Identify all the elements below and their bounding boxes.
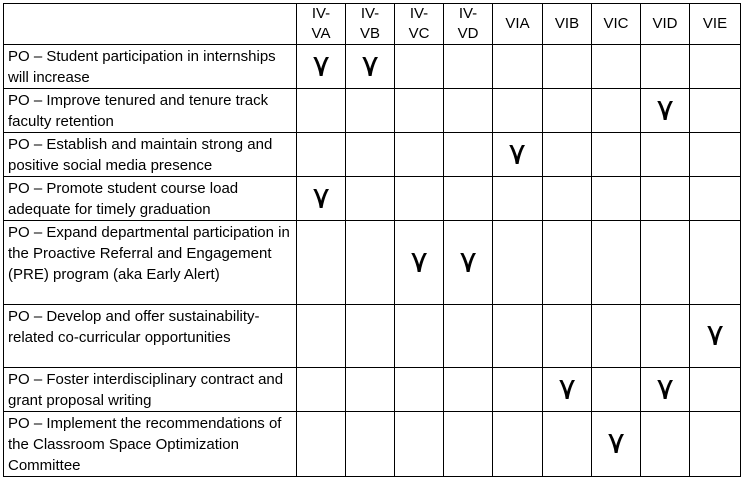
column-header: IV- VA	[297, 4, 346, 45]
matrix-cell	[543, 133, 592, 177]
matrix-cell	[641, 45, 690, 89]
matrix-cell	[493, 133, 543, 177]
matrix-cell	[395, 412, 444, 477]
matrix-cell	[346, 368, 395, 412]
matrix-cell	[493, 305, 543, 368]
column-header: VID	[641, 4, 690, 45]
matrix-cell	[346, 412, 395, 477]
matrix-cell	[493, 368, 543, 412]
matrix-cell	[641, 368, 690, 412]
matrix-cell	[444, 305, 493, 368]
matrix-cell	[297, 412, 346, 477]
matrix-cell	[641, 177, 690, 221]
matrix-cell	[690, 412, 741, 477]
matrix-cell	[444, 412, 493, 477]
column-header: VIB	[543, 4, 592, 45]
matrix-cell	[641, 133, 690, 177]
row-label: PO – Improve tenured and tenure track faculty retention	[4, 89, 297, 133]
table-row	[4, 368, 741, 412]
matrix-cell	[543, 305, 592, 368]
row-label: PO – Promote student course load adequate for timely graduation	[4, 177, 297, 221]
matrix-cell	[493, 412, 543, 477]
column-header: VIA	[493, 4, 543, 45]
matrix-cell	[297, 368, 346, 412]
check-mark-icon: ٧	[361, 48, 379, 84]
matrix-cell	[592, 177, 641, 221]
matrix-cell	[444, 221, 493, 305]
matrix-cell	[493, 177, 543, 221]
header-corner-cell	[4, 4, 297, 45]
matrix-cell	[641, 412, 690, 477]
matrix-cell	[543, 45, 592, 89]
table-row	[4, 45, 741, 89]
check-mark-icon: ٧	[410, 244, 428, 280]
matrix-cell	[592, 89, 641, 133]
row-label: PO – Student participation in internships will increase	[4, 45, 297, 89]
check-mark-icon: ٧	[312, 48, 330, 84]
row-label: PO – Foster interdisciplinary contract and grant proposal writing	[4, 368, 297, 412]
matrix-cell	[592, 305, 641, 368]
matrix-cell	[395, 305, 444, 368]
row-label: PO – Implement the recommendations of the Classroom Space Optimization Committee	[4, 412, 297, 477]
matrix-cell	[395, 221, 444, 305]
matrix-cell	[395, 368, 444, 412]
check-mark-icon: ٧	[706, 318, 724, 353]
matrix-cell	[592, 45, 641, 89]
column-header: IV- VD	[444, 4, 493, 45]
matrix-cell	[346, 177, 395, 221]
row-label: PO – Establish and maintain strong and positive social media presence	[4, 133, 297, 177]
row-label: PO – Develop and offer sustainability-related co-curricular opportunities	[4, 305, 297, 368]
matrix-cell	[297, 305, 346, 368]
matrix-cell	[690, 305, 741, 368]
matrix-cell	[444, 45, 493, 89]
matrix-cell	[346, 133, 395, 177]
matrix-cell	[543, 89, 592, 133]
outcomes-matrix-table	[3, 3, 741, 477]
matrix-cell	[297, 89, 346, 133]
check-mark-icon: ٧	[508, 136, 527, 172]
column-header: VIE	[690, 4, 741, 45]
matrix-cell	[346, 221, 395, 305]
matrix-cell	[493, 89, 543, 133]
matrix-cell	[395, 89, 444, 133]
matrix-cell	[592, 221, 641, 305]
table-row	[4, 221, 741, 305]
matrix-cell	[444, 89, 493, 133]
check-mark-icon: ٧	[656, 92, 674, 128]
matrix-cell	[543, 177, 592, 221]
matrix-cell	[543, 221, 592, 305]
matrix-cell	[543, 368, 592, 412]
matrix-cell	[346, 45, 395, 89]
matrix-cell	[395, 133, 444, 177]
matrix-cell	[690, 89, 741, 133]
matrix-cell	[690, 133, 741, 177]
matrix-cell	[690, 221, 741, 305]
table-row	[4, 305, 741, 368]
matrix-cell	[690, 177, 741, 221]
header-row	[4, 4, 741, 45]
matrix-cell	[297, 177, 346, 221]
matrix-cell	[641, 305, 690, 368]
matrix-cell	[592, 133, 641, 177]
matrix-cell	[690, 368, 741, 412]
matrix-cell	[592, 412, 641, 477]
matrix-cell	[297, 133, 346, 177]
table-row	[4, 89, 741, 133]
table-row	[4, 133, 741, 177]
matrix-cell	[346, 305, 395, 368]
column-header: IV- VB	[346, 4, 395, 45]
matrix-cell	[543, 412, 592, 477]
matrix-cell	[297, 45, 346, 89]
table-row	[4, 412, 741, 477]
check-mark-icon: ٧	[656, 371, 674, 407]
matrix-cell	[592, 368, 641, 412]
check-mark-icon: ٧	[607, 426, 625, 461]
matrix-cell	[444, 133, 493, 177]
matrix-cell	[395, 177, 444, 221]
matrix-cell	[641, 89, 690, 133]
matrix-cell	[641, 221, 690, 305]
matrix-cell	[297, 221, 346, 305]
table-row	[4, 177, 741, 221]
matrix-cell	[444, 368, 493, 412]
matrix-cell	[444, 177, 493, 221]
check-mark-icon: ٧	[558, 371, 576, 407]
check-mark-icon: ٧	[312, 180, 330, 216]
column-header: IV- VC	[395, 4, 444, 45]
matrix-cell	[690, 45, 741, 89]
matrix-cell	[493, 221, 543, 305]
column-header: VIC	[592, 4, 641, 45]
matrix-cell	[346, 89, 395, 133]
matrix-cell	[395, 45, 444, 89]
check-mark-icon: ٧	[459, 244, 477, 280]
row-label: PO – Expand departmental participation in the Proactive Referral and Engagement (PRE) program (aka Early Alert)	[4, 221, 297, 305]
matrix-cell	[493, 45, 543, 89]
